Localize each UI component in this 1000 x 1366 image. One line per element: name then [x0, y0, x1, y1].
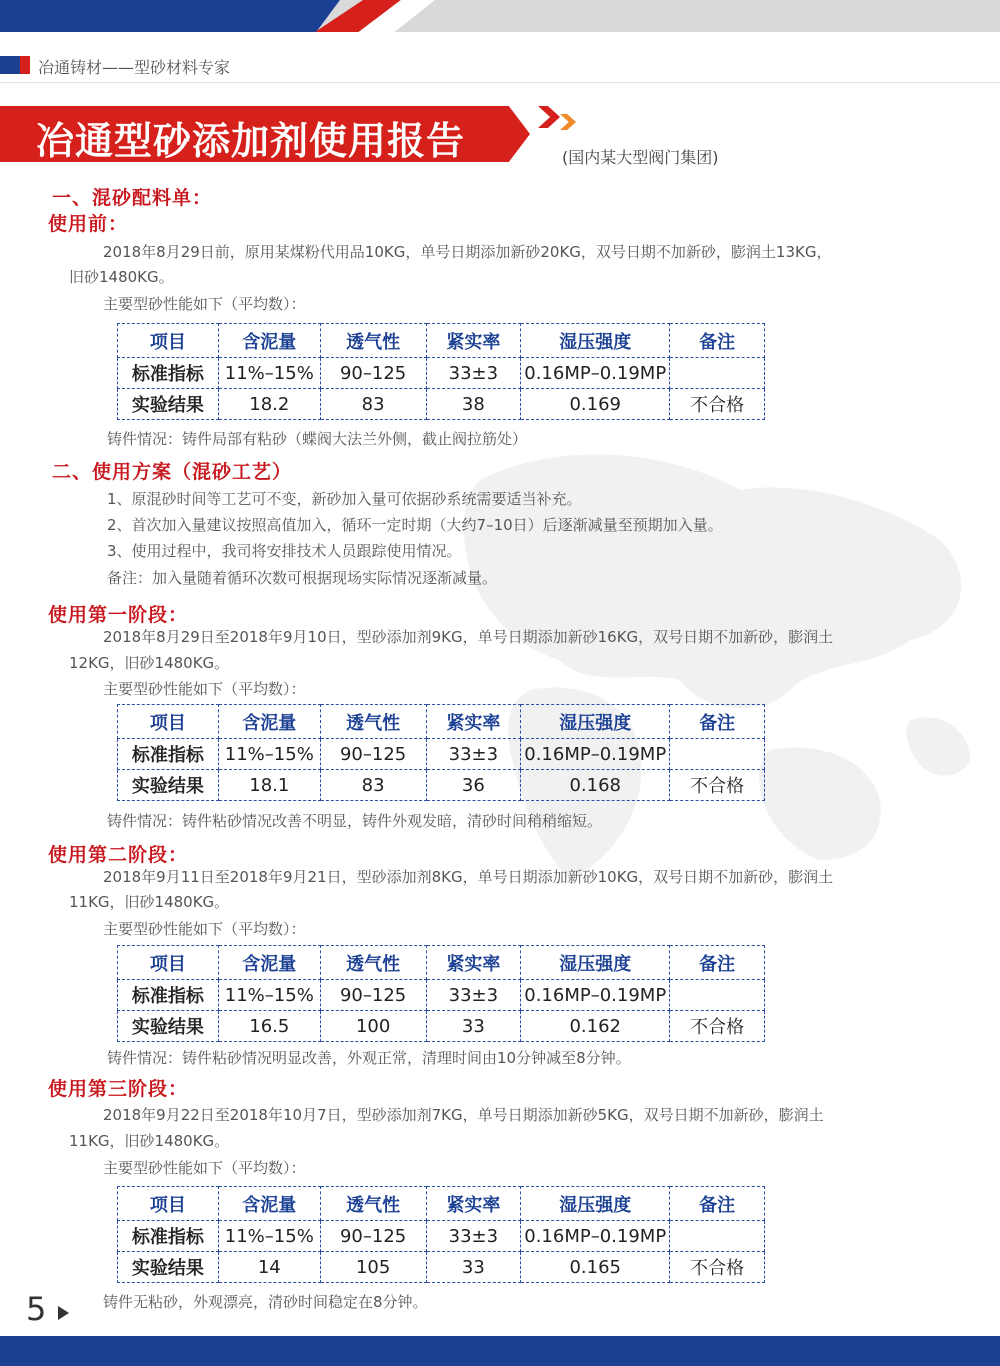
table-cell: 实验结果	[118, 389, 219, 420]
page-subtitle: (国内某大型阀门集团)	[562, 148, 719, 167]
header-cell: 含泥量	[218, 946, 320, 980]
table-cell: 90–125	[320, 1221, 426, 1252]
standard-row	[118, 980, 765, 1011]
table-cell: 0.16MP–0.19MP	[521, 1221, 670, 1252]
table-cell: 11%–15%	[218, 1221, 320, 1252]
before-casting-note: 铸件情况：铸件局部有粘砂（蝶阀大法兰外侧，截止阀拉筋处）	[107, 430, 528, 448]
section-heading-usage-plan: 二、使用方案（混砂工艺）	[52, 461, 293, 483]
stage3-desc-line1: 2018年9月22日至2018年10月7日，型砂添加剂7KG，单号日期添加新砂5KG，双号日期不加新砂，膨润土	[103, 1106, 824, 1124]
before-desc-line2: 旧砂1480KG。	[69, 268, 174, 286]
table-cell: 33±3	[426, 739, 521, 770]
header-cell: 备注	[670, 1187, 765, 1221]
stage3-casting-note: 铸件无粘砂，外观漂亮，清砂时间稳定在8分钟。	[103, 1293, 428, 1311]
subheading-stage-2: 使用第二阶段：	[48, 844, 189, 866]
table-cell: 18.1	[218, 770, 320, 801]
standard-row	[118, 1221, 765, 1252]
header-cell: 紧实率	[426, 705, 521, 739]
stage2-performance-table	[117, 945, 765, 1042]
subheading-stage-3: 使用第三阶段：	[48, 1078, 189, 1100]
table-cell: 0.165	[521, 1252, 670, 1283]
table-cell: 83	[320, 770, 426, 801]
page-arrow-icon	[58, 1306, 69, 1320]
table-cell: 105	[320, 1252, 426, 1283]
brand-mark-red	[20, 56, 30, 74]
stage1-desc-line2: 12KG，旧砂1480KG。	[69, 654, 230, 672]
header-cell: 备注	[670, 324, 765, 358]
brand-mark-blue	[0, 56, 20, 74]
stage2-desc-line2: 11KG，旧砂1480KG。	[69, 893, 230, 911]
header-cell: 湿压强度	[521, 946, 670, 980]
header-cell: 含泥量	[218, 1187, 320, 1221]
table-cell: 0.169	[521, 389, 670, 420]
chevron-right-small-icon	[560, 114, 576, 130]
table-cell: 33±3	[426, 980, 521, 1011]
table-cell: 33	[426, 1011, 521, 1042]
header-cell: 紧实率	[426, 946, 521, 980]
header-cell: 含泥量	[218, 324, 320, 358]
table-header-row	[118, 1187, 765, 1221]
table-cell: 实验结果	[118, 1011, 219, 1042]
stage3-performance-table	[117, 1186, 765, 1283]
table-cell: 38	[426, 389, 521, 420]
result-row	[118, 1011, 765, 1042]
table-header-row	[118, 705, 765, 739]
table-header-row	[118, 946, 765, 980]
standard-row	[118, 358, 765, 389]
stage3-desc-line2: 11KG，旧砂1480KG。	[69, 1132, 230, 1150]
table-cell: 0.16MP–0.19MP	[521, 358, 670, 389]
table-cell: 90–125	[320, 739, 426, 770]
table-cell: 11%–15%	[218, 358, 320, 389]
table-cell: 11%–15%	[218, 980, 320, 1011]
table-cell: 33±3	[426, 358, 521, 389]
table-cell: 14	[218, 1252, 320, 1283]
table-cell: 0.16MP–0.19MP	[521, 980, 670, 1011]
table-cell: 标准指标	[118, 358, 219, 389]
header-cell: 备注	[670, 705, 765, 739]
chevron-right-icon	[538, 106, 560, 128]
header-cell: 湿压强度	[521, 324, 670, 358]
table-header-row	[118, 324, 765, 358]
brand-tagline: 冶通铸材——型砂材料专家	[38, 58, 231, 77]
table-cell: 0.16MP–0.19MP	[521, 739, 670, 770]
subheading-stage-1: 使用第一阶段：	[48, 604, 189, 626]
table-cell	[670, 1221, 765, 1252]
plan-item-2: 2、首次加入量建议按照高值加入，循环一定时期（大约7–10日）后逐渐减量至预期加入量。	[107, 516, 723, 534]
stage1-performance-table	[117, 704, 765, 801]
result-row	[118, 1252, 765, 1283]
table-cell: 100	[320, 1011, 426, 1042]
subheading-before-use: 使用前：	[48, 213, 129, 235]
header-cell: 项目	[118, 705, 219, 739]
table-cell: 0.168	[521, 770, 670, 801]
header-cell: 紧实率	[426, 1187, 521, 1221]
stage2-casting-note: 铸件情况：铸件粘砂情况明显改善，外观正常，清理时间由10分钟减至8分钟。	[107, 1049, 631, 1067]
header-cell: 紧实率	[426, 324, 521, 358]
stage1-casting-note: 铸件情况：铸件粘砂情况改善不明显，铸件外观发暗，清砂时间稍稍缩短。	[107, 812, 603, 830]
header-cell: 含泥量	[218, 705, 320, 739]
stage2-table-caption: 主要型砂性能如下（平均数）：	[103, 920, 306, 938]
result-row	[118, 770, 765, 801]
result-row	[118, 389, 765, 420]
table-cell: 标准指标	[118, 980, 219, 1011]
table-cell: 83	[320, 389, 426, 420]
table-cell: 不合格	[670, 1011, 765, 1042]
table-cell: 11%–15%	[218, 739, 320, 770]
footer-bar	[0, 1336, 1000, 1366]
table-cell: 36	[426, 770, 521, 801]
plan-item-3: 3、使用过程中，我司将安排技术人员跟踪使用情况。	[107, 542, 462, 560]
header-divider	[0, 82, 1000, 83]
standard-row	[118, 739, 765, 770]
stage2-desc-line1: 2018年9月11日至2018年9月21日，型砂添加剂8KG，单号日期添加新砂10KG，双号日期不加新砂，膨润土	[103, 868, 834, 886]
table-cell: 标准指标	[118, 1221, 219, 1252]
header-cell: 透气性	[320, 324, 426, 358]
top-blue-stripe	[0, 0, 340, 32]
section-heading-mix-list: 一、混砂配料单：	[52, 187, 213, 209]
header-cell: 透气性	[320, 1187, 426, 1221]
table-cell: 33	[426, 1252, 521, 1283]
header-cell: 透气性	[320, 946, 426, 980]
header-cell: 项目	[118, 324, 219, 358]
header-cell: 备注	[670, 946, 765, 980]
table-cell	[670, 739, 765, 770]
header-cell: 湿压强度	[521, 705, 670, 739]
header-cell: 项目	[118, 946, 219, 980]
table-cell: 不合格	[670, 389, 765, 420]
table-cell: 0.162	[521, 1011, 670, 1042]
before-table-caption: 主要型砂性能如下（平均数）：	[103, 295, 306, 313]
table-cell: 18.2	[218, 389, 320, 420]
before-performance-table	[117, 323, 765, 420]
page-number: 5	[26, 1290, 47, 1328]
table-cell	[670, 980, 765, 1011]
table-cell	[670, 358, 765, 389]
before-desc-line1: 2018年8月29日前，原用某煤粉代用品10KG，单号日期添加新砂20KG，双号日期不加新砂，膨润土13KG，	[103, 243, 832, 261]
header-cell: 透气性	[320, 705, 426, 739]
stage1-table-caption: 主要型砂性能如下（平均数）：	[103, 680, 306, 698]
table-cell: 标准指标	[118, 739, 219, 770]
table-cell: 不合格	[670, 770, 765, 801]
page-title: 冶通型砂添加剂使用报告	[36, 119, 466, 163]
table-cell: 实验结果	[118, 1252, 219, 1283]
table-cell: 实验结果	[118, 770, 219, 801]
header-cell: 湿压强度	[521, 1187, 670, 1221]
table-cell: 16.5	[218, 1011, 320, 1042]
plan-item-1: 1、原混砂时间等工艺可不变，新砂加入量可依据砂系统需要适当补充。	[107, 490, 582, 508]
table-cell: 33±3	[426, 1221, 521, 1252]
header-cell: 项目	[118, 1187, 219, 1221]
plan-remark: 备注：加入量随着循环次数可根据现场实际情况逐渐减量。	[107, 569, 498, 587]
stage3-table-caption: 主要型砂性能如下（平均数）：	[103, 1159, 306, 1177]
table-cell: 90–125	[320, 980, 426, 1011]
table-cell: 90–125	[320, 358, 426, 389]
table-cell: 不合格	[670, 1252, 765, 1283]
stage1-desc-line1: 2018年8月29日至2018年9月10日，型砂添加剂9KG，单号日期添加新砂16KG，双号日期不加新砂，膨润土	[103, 628, 834, 646]
